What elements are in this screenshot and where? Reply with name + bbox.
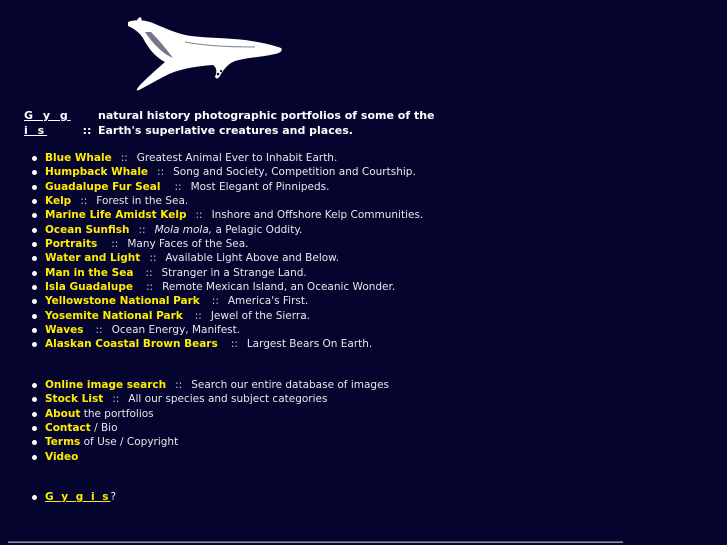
about-link[interactable]: About [45, 407, 81, 420]
portfolio-link-marine-life-amidst-kelp[interactable]: Marine Life Amidst Kelp [45, 209, 187, 222]
item-description: Greatest Animal Ever to Inhabit Earth. [136, 152, 338, 164]
item-description: Remote Mexican Island, an Oceanic Wonder. [162, 281, 396, 294]
list-item [30, 151, 423, 165]
item-separator: :: [174, 180, 182, 193]
item-description: All our species and subject categories [128, 393, 328, 406]
list-item [30, 421, 389, 435]
item-description: of Use / Copyright [83, 436, 179, 449]
item-description: Song and Society, Competition and Courtship. [173, 166, 416, 179]
portfolio-link-alaskan-coastal-brown-bears[interactable]: Alaskan Coastal Brown Bears [45, 338, 218, 351]
item-separator: :: [211, 295, 219, 308]
header-separator: :: [82, 124, 92, 137]
list-item [30, 223, 423, 237]
item-description: Ocean Energy, Manifest. [111, 324, 241, 337]
item-separator: :: [195, 209, 203, 222]
list-item [30, 237, 423, 251]
humpback-whale-logo-icon [125, 14, 285, 94]
item-description: Most Elegant of Pinnipeds. [190, 180, 330, 193]
list-item [30, 337, 423, 351]
item-description: Stranger in a Strange Land. [161, 266, 307, 279]
item-separator: :: [112, 393, 120, 406]
list-item [30, 378, 389, 392]
video-link[interactable]: Video [45, 450, 79, 463]
item-separator: :: [80, 195, 88, 208]
item-description: a Pelagic Oddity. [215, 223, 303, 236]
portfolio-link-yellowstone-national-park[interactable]: Yellowstone National Park [45, 295, 200, 308]
list-item [30, 165, 423, 179]
site-tagline: natural history photographic portfolios of some of the Earth's superlative creatures and places. [98, 109, 435, 137]
horizontal-divider [8, 541, 623, 543]
list-item [30, 294, 423, 308]
list-item [30, 450, 389, 464]
item-description: Largest Bears On Earth. [246, 338, 373, 351]
item-description: Many Faces of the Sea. [127, 238, 249, 251]
portfolio-link-man-in-the-sea[interactable]: Man in the Sea [45, 266, 134, 279]
portfolio-link-waves[interactable]: Waves [45, 324, 84, 337]
list-item [30, 194, 423, 208]
item-separator: :: [175, 379, 183, 391]
item-separator: :: [194, 309, 202, 322]
question-mark: ? [110, 491, 117, 503]
item-separator: :: [149, 252, 157, 265]
utility-links-list [30, 378, 389, 464]
list-item [30, 323, 423, 337]
item-separator: :: [146, 281, 154, 294]
portfolio-link-guadalupe-fur-seal[interactable]: Guadalupe Fur Seal [45, 180, 161, 193]
item-description: / Bio [94, 422, 118, 435]
stock-list-link[interactable]: Stock List [45, 393, 104, 406]
list-item [30, 280, 423, 294]
item-separator: :: [145, 266, 153, 279]
brand-link[interactable]: G y g i s [24, 109, 71, 137]
item-separator: :: [111, 238, 119, 251]
item-separator: :: [230, 338, 238, 351]
item-separator: :: [120, 152, 128, 164]
item-description: Forest in the Sea. [96, 195, 189, 208]
item-description: Search our entire database of images [191, 379, 390, 391]
portfolio-link-humpback-whale[interactable]: Humpback Whale [45, 166, 149, 179]
list-item [30, 208, 423, 222]
portfolio-link-blue-whale[interactable]: Blue Whale [45, 152, 112, 164]
gygis-question-list [30, 490, 116, 504]
site-header [24, 108, 464, 138]
portfolio-link-yosemite-national-park[interactable]: Yosemite National Park [45, 309, 183, 322]
portfolio-link-ocean-sunfish[interactable]: Ocean Sunfish [45, 223, 130, 236]
list-item [30, 392, 389, 406]
item-description: Available Light Above and Below. [165, 252, 340, 265]
item-description: the portfolios [83, 407, 154, 420]
portfolio-link-kelp[interactable]: Kelp [45, 195, 72, 208]
online-image-search-link[interactable]: Online image search [45, 379, 167, 391]
portfolio-link-portraits[interactable]: Portraits [45, 238, 98, 251]
portfolio-list [30, 151, 423, 352]
portfolio-link-water-and-light[interactable]: Water and Light [45, 252, 141, 265]
terms-link[interactable]: Terms [45, 436, 81, 449]
contact-link[interactable]: Contact [45, 422, 91, 435]
gygis-question-link[interactable]: G y g i s [45, 491, 111, 503]
list-item [30, 435, 389, 449]
item-separator: :: [95, 324, 103, 337]
list-item [30, 251, 423, 265]
list-item [30, 266, 423, 280]
item-description-italic: Mola mola, [154, 223, 213, 236]
list-item [30, 407, 389, 421]
portfolio-link-isla-guadalupe[interactable]: Isla Guadalupe [45, 281, 133, 294]
list-item [30, 309, 423, 323]
item-separator: :: [157, 166, 165, 179]
item-description: America's First. [227, 295, 309, 308]
item-separator: :: [138, 223, 146, 236]
item-description: Inshore and Offshore Kelp Communities. [211, 209, 424, 222]
item-description: Jewel of the Sierra. [210, 309, 310, 322]
list-item [30, 180, 423, 194]
list-item [30, 490, 116, 504]
